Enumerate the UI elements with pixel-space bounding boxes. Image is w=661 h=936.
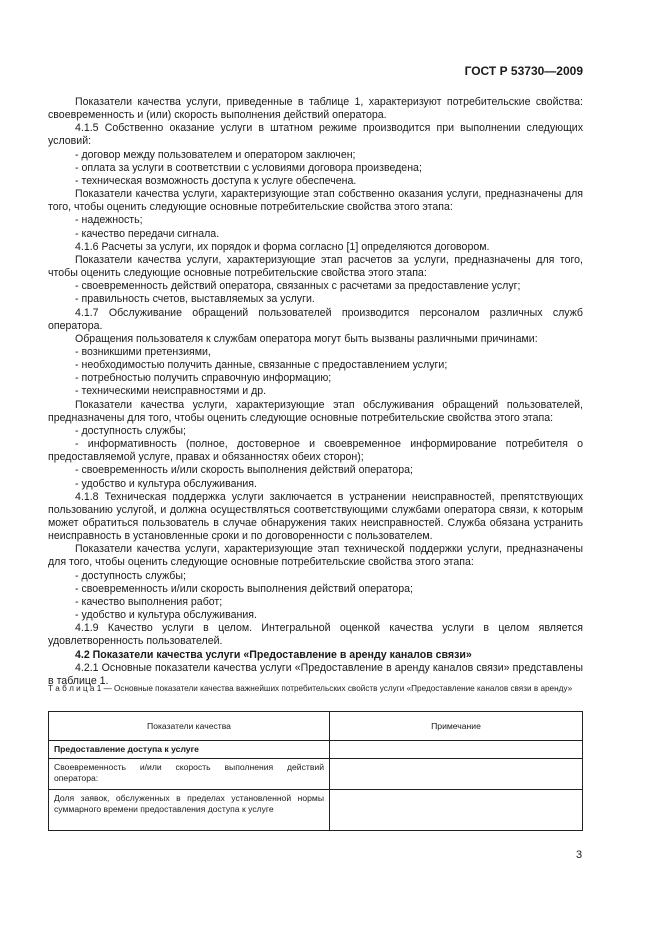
document-header: ГОСТ Р 53730—2009	[464, 64, 583, 78]
paragraph: - потребностью получить справочную информацию;	[75, 372, 332, 385]
paragraph: - удобство и культура обслуживания.	[75, 477, 257, 490]
paragraph: 4.1.8 Техническая поддержка услуги заключается в устранении неисправностей, препятствующих пользованию услугой, и должна осуществляться соответствующими службами оператора связи, к которым может обратиться пользователь в случае обнаружения таких неисправностей. Служба обязана устранить неисправность в установленные сроки и по договоренности с пользователем.	[48, 490, 583, 543]
section-heading: 4.2 Показатели качества услуги «Предоставление в аренду каналов связи»	[75, 648, 472, 661]
page-number: 3	[576, 849, 583, 861]
paragraph: 4.1.6 Расчеты за услуги, их порядок и форма согласно [1] определяются договором.	[75, 240, 490, 253]
indicator-cell: Доля заявок, обслуженных в пределах установленной нормы суммарного времени предоставления доступа к услуге	[49, 790, 330, 831]
table-caption: Т а б л и ц а 1 — Основные показатели качества важнейших потребительских свойств услуги «Предоставление каналов связи в аренду»	[48, 684, 573, 693]
body-text	[48, 96, 583, 688]
table-header-row	[49, 712, 583, 741]
paragraph: - оплата за услуги в соответствии с условиями договора произведена;	[75, 161, 422, 174]
paragraph: Показатели качества услуги, характеризующие этап расчетов за услуги, предназначены для того, чтобы оценить следующие основные потребительские свойства этого этапа:	[48, 253, 583, 280]
paragraph: 4.1.9 Качество услуги в целом. Интегральной оценкой качества услуги в целом является удовлетворенность пользователей.	[48, 622, 583, 648]
paragraph: - возникшими претензиями,	[75, 345, 211, 358]
paragraph: Показатели качества услуги, характеризующие этап обслуживания обращений пользователей, предназначены для того, чтобы оценить следующие основные потребительские свойства этого этапа:	[48, 398, 583, 424]
paragraph: - своевременность и/или скорость выполнения действий оператора;	[75, 464, 413, 477]
paragraph: Показатели качества услуги, приведенные в таблице 1, характеризуют потребительские свойства: своевременность и (или) скорость выполнения действий оператора.	[48, 96, 583, 122]
paragraph: - удобство и культура обслуживания.	[75, 609, 257, 622]
paragraph: - техническими неисправностями и др.	[75, 385, 267, 398]
paragraph: - информативность (полное, достоверное и своевременное информирование потребителя о предоставляемой услуге, правах и обязанностях обеих сторон);	[48, 438, 583, 464]
table-row	[49, 759, 583, 790]
paragraph: 4.2.1 Основные показатели качества услуги «Предоставление в аренду каналов связи» представлены в таблице 1.	[48, 661, 583, 687]
paragraph: - своевременность и/или скорость выполнения действий оператора;	[75, 582, 413, 595]
paragraph: - доступность службы;	[75, 424, 186, 437]
indicator-cell: Своевременность и/или скорость выполнения действий оператора:	[49, 759, 330, 790]
paragraph: 4.1.5 Собственно оказание услуги в штатном режиме производится при выполнении следующих условий:	[48, 122, 583, 148]
paragraph: - своевременность действий оператора, связанных с расчетами за предоставление услуг;	[75, 280, 521, 293]
paragraph: - техническая возможность доступа к услуге обеспечена.	[75, 174, 357, 187]
paragraph: - правильность счетов, выставляемых за услуги.	[75, 293, 315, 306]
paragraph: - доступность службы;	[75, 569, 186, 582]
indicator-cell: Предоставление доступа к услуге	[49, 741, 330, 759]
table-header-indicators: Показатели качества	[49, 712, 330, 741]
paragraph: 4.1.7 Обслуживание обращений пользователей производится персоналом различных служб оператора.	[48, 306, 583, 332]
paragraph: - необходимостью получить данные, связанные с предоставлением услуги;	[75, 359, 448, 372]
paragraph: - качество выполнения работ;	[75, 595, 223, 608]
note-cell	[330, 741, 583, 759]
paragraph: - договор между пользователем и оператором заключен;	[75, 148, 356, 161]
paragraph: Обращения пользователя к службам оператора могут быть вызваны различными причинами:	[75, 332, 538, 345]
paragraph: Показатели качества услуги, характеризующие этап собственно оказания услуги, предназначены для того, чтобы оценить следующие основные потребительские свойства этого этапа:	[48, 188, 583, 214]
note-cell	[330, 790, 583, 831]
table-row	[49, 741, 583, 759]
paragraph: Показатели качества услуги, характеризующие этап технической поддержки услуги, предназначены для того, чтобы оценить следующие основные потребительские свойства этого этапа:	[48, 543, 583, 569]
quality-table	[48, 711, 583, 831]
table-header-note: Примечание	[330, 712, 583, 741]
table-row	[49, 790, 583, 831]
paragraph: - надежность;	[75, 214, 143, 227]
paragraph: - качество передачи сигнала.	[75, 227, 220, 240]
note-cell	[330, 759, 583, 790]
